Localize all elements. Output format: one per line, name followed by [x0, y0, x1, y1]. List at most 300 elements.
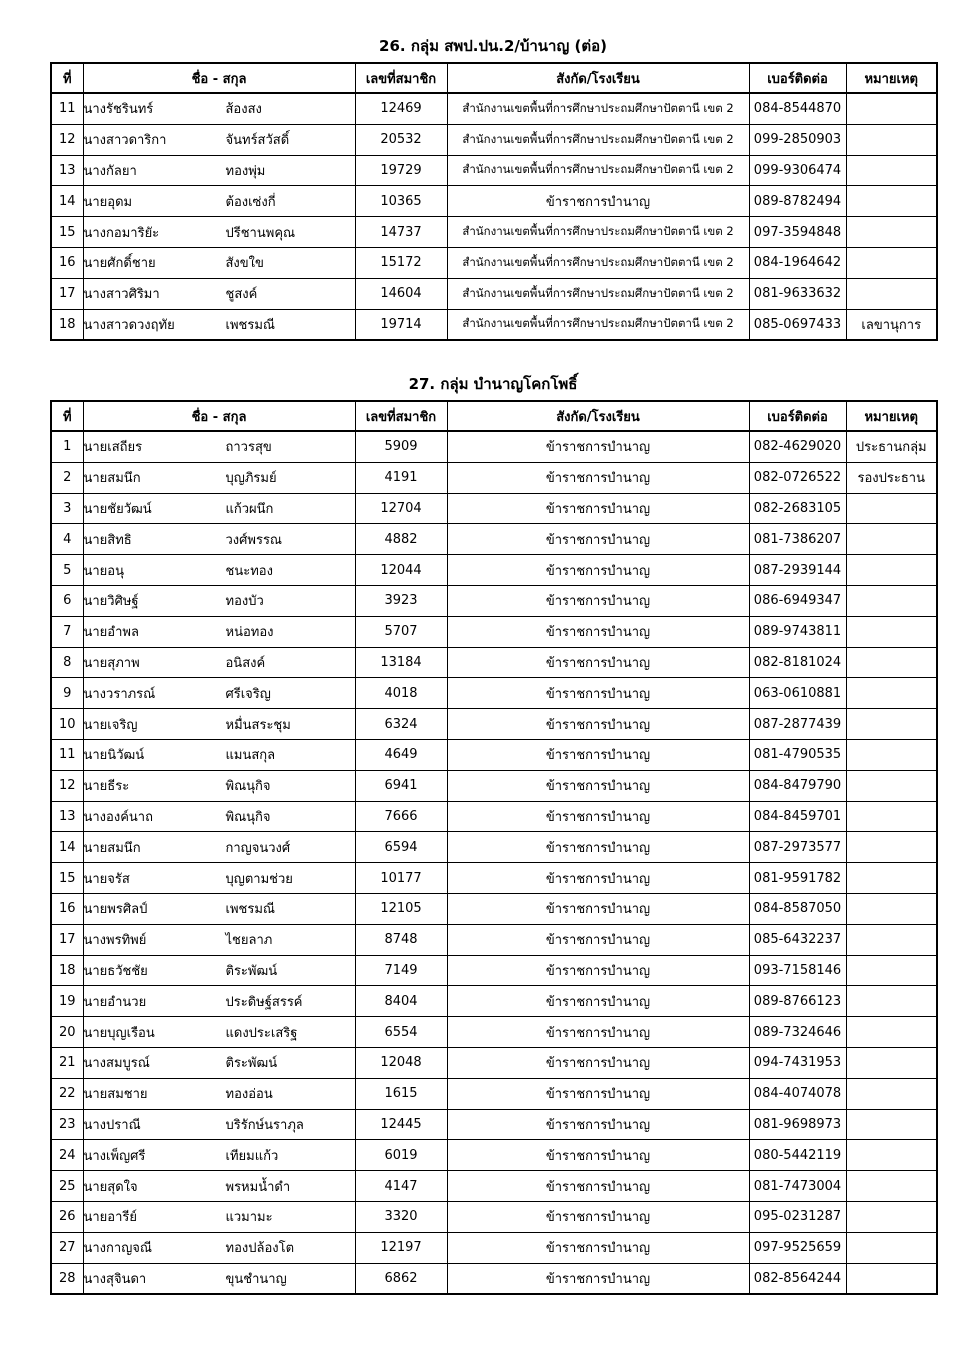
- header-name: ชื่อ - สกุล: [83, 401, 355, 431]
- first-name: นายธีระ: [83, 779, 130, 795]
- header-no: ที่: [51, 401, 83, 431]
- cell-note: [846, 678, 937, 709]
- cell-phone: 087-2939144: [749, 555, 846, 586]
- cell-member-number: 19714: [355, 309, 447, 340]
- section-26-title: 26. กลุ่ม สพป.ปน.2/บ้านาญ (ต่อ): [379, 37, 607, 55]
- last-name: ส้องสง: [225, 102, 262, 118]
- first-name: นางกอมาริยัะ: [83, 225, 160, 241]
- cell-name: [83, 431, 355, 462]
- table-row: [51, 832, 937, 863]
- table-row: [51, 1232, 937, 1263]
- last-name: หน่อทอง: [225, 625, 274, 641]
- last-name: หมื่นสระชุม: [225, 717, 291, 733]
- cell-affiliation: ข้าราชการบำนาญ: [447, 186, 749, 217]
- header-no: ที่: [51, 63, 83, 93]
- cell-note: [846, 1171, 937, 1202]
- cell-member-number: 14604: [355, 278, 447, 309]
- cell-phone: 080-5442119: [749, 1140, 846, 1171]
- first-name: นายสิทธิ: [83, 532, 132, 548]
- last-name: แวมามะ: [225, 1210, 273, 1226]
- last-name: ชูสงค์: [225, 287, 258, 303]
- cell-member-number: 12105: [355, 893, 447, 924]
- cell-phone: 082-2683105: [749, 493, 846, 524]
- cell-no: 5: [51, 555, 83, 586]
- cell-phone: 095-0231287: [749, 1201, 846, 1232]
- first-name: นายสมชาย: [83, 1087, 148, 1103]
- first-name: นายสมนึก: [83, 471, 141, 487]
- last-name: จันทร์สวัสดิ์: [225, 133, 290, 149]
- cell-affiliation: สำนักงานเขตพื้นที่การศึกษาประถมศึกษาปัตตานี เขต 2: [447, 93, 749, 124]
- cell-phone: 082-4629020: [749, 431, 846, 462]
- first-name: นายเสถียร: [83, 440, 143, 456]
- header-affiliation: สังกัด/โรงเรียน: [447, 63, 749, 93]
- table-row: [51, 924, 937, 955]
- cell-member-number: 4147: [355, 1171, 447, 1202]
- cell-note: [846, 555, 937, 586]
- last-name: ไชยลาภ: [225, 933, 273, 949]
- cell-note: [846, 1017, 937, 1048]
- cell-name: [83, 709, 355, 740]
- first-name: นายธวัชชัย: [83, 963, 148, 979]
- cell-no: 11: [51, 93, 83, 124]
- cell-name: [83, 155, 355, 186]
- cell-affiliation: ข้าราชการบำนาญ: [447, 555, 749, 586]
- cell-note: [846, 770, 937, 801]
- last-name: บุญตามช่วย: [225, 871, 293, 887]
- last-name: ทองอ่อน: [225, 1087, 273, 1103]
- cell-phone: 084-8587050: [749, 893, 846, 924]
- cell-phone: 081-7386207: [749, 524, 846, 555]
- cell-name: [83, 462, 355, 493]
- cell-name: [83, 647, 355, 678]
- cell-affiliation: ข้าราชการบำนาญ: [447, 986, 749, 1017]
- cell-affiliation: ข้าราชการบำนาญ: [447, 1078, 749, 1109]
- cell-phone: 082-8181024: [749, 647, 846, 678]
- cell-affiliation: ข้าราชการบำนาญ: [447, 585, 749, 616]
- last-name: พิณนุกิจ: [225, 809, 271, 825]
- cell-note: [846, 124, 937, 155]
- table-row: [51, 585, 937, 616]
- cell-no: 13: [51, 155, 83, 186]
- table-row: [51, 462, 937, 493]
- cell-note: [846, 278, 937, 309]
- cell-name: [83, 1232, 355, 1263]
- cell-name: [83, 1017, 355, 1048]
- cell-member-number: 8748: [355, 924, 447, 955]
- cell-no: 8: [51, 647, 83, 678]
- cell-affiliation: สำนักงานเขตพื้นที่การศึกษาประถมศึกษาปัตตานี เขต 2: [447, 309, 749, 340]
- table-row: [51, 524, 937, 555]
- first-name: นางองค์นาถ: [83, 809, 153, 825]
- first-name: นายจรัส: [83, 871, 130, 887]
- cell-phone: 097-3594848: [749, 217, 846, 248]
- cell-affiliation: ข้าราชการบำนาญ: [447, 1201, 749, 1232]
- header-affiliation: สังกัด/โรงเรียน: [447, 401, 749, 431]
- cell-name: [83, 1047, 355, 1078]
- cell-phone: 086-6949347: [749, 585, 846, 616]
- cell-name: [83, 1078, 355, 1109]
- table-row: [51, 309, 937, 340]
- header-name: ชื่อ - สกุล: [83, 63, 355, 93]
- last-name: สังขใข: [225, 256, 264, 272]
- cell-member-number: 1615: [355, 1078, 447, 1109]
- cell-phone: 094-7431953: [749, 1047, 846, 1078]
- cell-phone: 093-7158146: [749, 955, 846, 986]
- table-row: [51, 124, 937, 155]
- cell-note: [846, 955, 937, 986]
- cell-phone: 089-8782494: [749, 186, 846, 217]
- cell-note: [846, 616, 937, 647]
- cell-member-number: 3923: [355, 585, 447, 616]
- cell-affiliation: ข้าราชการบำนาญ: [447, 431, 749, 462]
- table-row: [51, 801, 937, 832]
- table-row: [51, 1109, 937, 1140]
- cell-member-number: 3320: [355, 1201, 447, 1232]
- cell-note: [846, 924, 937, 955]
- cell-member-number: 4882: [355, 524, 447, 555]
- table-row: [51, 247, 937, 278]
- last-name: เทียมแก้ว: [225, 1148, 279, 1164]
- cell-affiliation: ข้าราชการบำนาญ: [447, 739, 749, 770]
- cell-affiliation: ข้าราชการบำนาญ: [447, 832, 749, 863]
- cell-no: 16: [51, 893, 83, 924]
- table-row: [51, 863, 937, 894]
- cell-phone: 099-9306474: [749, 155, 846, 186]
- cell-no: 28: [51, 1263, 83, 1294]
- cell-name: [83, 217, 355, 248]
- cell-affiliation: ข้าราชการบำนาญ: [447, 1109, 749, 1140]
- cell-no: 17: [51, 924, 83, 955]
- last-name: บริรักษ์นราภุล: [225, 1117, 304, 1133]
- table-row: [51, 555, 937, 586]
- cell-note: [846, 1263, 937, 1294]
- cell-no: 12: [51, 770, 83, 801]
- last-name: อนิสงค์: [225, 655, 266, 671]
- cell-note: [846, 832, 937, 863]
- section-27-title: 27. กลุ่ม บำนาญโคกโพธิ์: [408, 375, 578, 393]
- first-name: นายสมนึก: [83, 840, 141, 856]
- cell-no: 7: [51, 616, 83, 647]
- cell-affiliation: สำนักงานเขตพื้นที่การศึกษาประถมศึกษาปัตตานี เขต 2: [447, 155, 749, 186]
- cell-member-number: 7149: [355, 955, 447, 986]
- cell-affiliation: ข้าราชการบำนาญ: [447, 1017, 749, 1048]
- cell-affiliation: ข้าราชการบำนาญ: [447, 863, 749, 894]
- cell-no: 19: [51, 986, 83, 1017]
- cell-name: [83, 524, 355, 555]
- last-name: ถาวรสุข: [225, 440, 272, 456]
- cell-affiliation: สำนักงานเขตพื้นที่การศึกษาประถมศึกษาปัตตานี เขต 2: [447, 247, 749, 278]
- cell-no: 15: [51, 217, 83, 248]
- cell-affiliation: ข้าราชการบำนาญ: [447, 678, 749, 709]
- cell-phone: 081-4790535: [749, 739, 846, 770]
- table-header-row: [51, 401, 937, 431]
- cell-affiliation: ข้าราชการบำนาญ: [447, 1047, 749, 1078]
- table-row: [51, 93, 937, 124]
- cell-member-number: 5707: [355, 616, 447, 647]
- first-name: นางสาวศิริมา: [83, 287, 160, 303]
- cell-note: [846, 1201, 937, 1232]
- cell-member-number: 12048: [355, 1047, 447, 1078]
- table-row: [51, 155, 937, 186]
- cell-note: [846, 647, 937, 678]
- first-name: นางสุจินดา: [83, 1271, 147, 1287]
- cell-affiliation: ข้าราชการบำนาญ: [447, 462, 749, 493]
- cell-phone: 089-7324646: [749, 1017, 846, 1048]
- last-name: ประดิษฐ์สรรค์: [225, 994, 303, 1010]
- first-name: นายนิวัฒน์: [83, 748, 145, 764]
- cell-note: รองประธาน: [846, 462, 937, 493]
- cell-name: [83, 893, 355, 924]
- cell-no: 27: [51, 1232, 83, 1263]
- first-name: นายอารีย์: [83, 1210, 138, 1226]
- last-name: บุญภิรมย์: [225, 471, 277, 487]
- cell-phone: 081-7473004: [749, 1171, 846, 1202]
- cell-phone: 089-8766123: [749, 986, 846, 1017]
- last-name: วงศ์พรรณ: [225, 532, 282, 548]
- cell-no: 12: [51, 124, 83, 155]
- table-row: [51, 493, 937, 524]
- cell-phone: 099-2850903: [749, 124, 846, 155]
- first-name: นางวราภรณ์: [83, 686, 156, 702]
- first-name: นางปราณี: [83, 1117, 141, 1133]
- last-name: ทองพุ่ม: [225, 163, 266, 179]
- cell-no: 11: [51, 739, 83, 770]
- cell-note: [846, 585, 937, 616]
- section-26-table: [50, 62, 938, 341]
- header-phone: เบอร์ติดต่อ: [749, 63, 846, 93]
- table-row: [51, 709, 937, 740]
- last-name: แก้วผนึก: [225, 501, 274, 517]
- cell-note: [846, 1109, 937, 1140]
- cell-no: 13: [51, 801, 83, 832]
- table-row: [51, 986, 937, 1017]
- last-name: ต้องเซ่งกี่: [225, 194, 276, 210]
- last-name: แมนสกุล: [225, 748, 276, 764]
- header-note: หมายเหตุ: [846, 63, 937, 93]
- cell-note: [846, 493, 937, 524]
- cell-phone: 084-1964642: [749, 247, 846, 278]
- first-name: นางพรทิพย์: [83, 933, 147, 949]
- cell-affiliation: สำนักงานเขตพื้นที่การศึกษาประถมศึกษาปัตตานี เขต 2: [447, 217, 749, 248]
- first-name: นายสุดใจ: [83, 1179, 138, 1195]
- cell-note: [846, 801, 937, 832]
- cell-no: 21: [51, 1047, 83, 1078]
- cell-affiliation: ข้าราชการบำนาญ: [447, 1232, 749, 1263]
- table-row: [51, 1017, 937, 1048]
- cell-name: [83, 124, 355, 155]
- table-row: [51, 186, 937, 217]
- cell-name: [83, 678, 355, 709]
- last-name: พรหมน้ำดำ: [225, 1179, 291, 1195]
- first-name: นางเพ็ญศรี: [83, 1148, 146, 1164]
- first-name: นางสมบูรณ์: [83, 1056, 150, 1072]
- table-row: [51, 1078, 937, 1109]
- cell-no: 20: [51, 1017, 83, 1048]
- cell-name: [83, 585, 355, 616]
- cell-phone: 097-9525659: [749, 1232, 846, 1263]
- last-name: ทองบัว: [225, 594, 264, 610]
- first-name: นายชัยวัฒน์: [83, 501, 152, 517]
- cell-no: 24: [51, 1140, 83, 1171]
- cell-no: 22: [51, 1078, 83, 1109]
- table-row: [51, 647, 937, 678]
- cell-member-number: 7666: [355, 801, 447, 832]
- cell-member-number: 4191: [355, 462, 447, 493]
- cell-note: [846, 217, 937, 248]
- cell-member-number: 20532: [355, 124, 447, 155]
- cell-name: [83, 493, 355, 524]
- cell-phone: 084-8459701: [749, 801, 846, 832]
- first-name: นางสาวดาริกา: [83, 133, 167, 149]
- cell-member-number: 12704: [355, 493, 447, 524]
- cell-phone: 084-4074078: [749, 1078, 846, 1109]
- cell-member-number: 8404: [355, 986, 447, 1017]
- first-name: นายอำนวย: [83, 994, 147, 1010]
- cell-note: [846, 1047, 937, 1078]
- cell-affiliation: ข้าราชการบำนาญ: [447, 1140, 749, 1171]
- cell-name: [83, 247, 355, 278]
- cell-affiliation: ข้าราชการบำนาญ: [447, 924, 749, 955]
- last-name: แดงประเสริฐ: [225, 1025, 298, 1041]
- cell-member-number: 4649: [355, 739, 447, 770]
- section-26-body: [51, 93, 937, 340]
- cell-note: [846, 739, 937, 770]
- cell-name: [83, 1171, 355, 1202]
- last-name: ขุนชำนาญ: [225, 1271, 287, 1287]
- last-name: เพชรมณี: [225, 902, 275, 918]
- cell-note: [846, 186, 937, 217]
- cell-phone: 087-2877439: [749, 709, 846, 740]
- cell-member-number: 4018: [355, 678, 447, 709]
- cell-note: [846, 893, 937, 924]
- cell-name: [83, 1140, 355, 1171]
- cell-name: [83, 986, 355, 1017]
- last-name: ติระพัฒน์: [225, 963, 278, 979]
- cell-member-number: 6554: [355, 1017, 447, 1048]
- cell-phone: 085-0697433: [749, 309, 846, 340]
- cell-phone: 082-0726522: [749, 462, 846, 493]
- cell-name: [83, 555, 355, 586]
- cell-no: 3: [51, 493, 83, 524]
- cell-affiliation: ข้าราชการบำนาญ: [447, 770, 749, 801]
- cell-no: 1: [51, 431, 83, 462]
- cell-phone: 085-6432237: [749, 924, 846, 955]
- table-row: [51, 955, 937, 986]
- cell-no: 10: [51, 709, 83, 740]
- cell-name: [83, 801, 355, 832]
- last-name: ทองปล้องโต: [225, 1241, 295, 1257]
- cell-note: [846, 863, 937, 894]
- cell-name: [83, 770, 355, 801]
- cell-member-number: 12044: [355, 555, 447, 586]
- cell-note: [846, 247, 937, 278]
- last-name: พิณนุกิจ: [225, 779, 271, 795]
- cell-note: [846, 1078, 937, 1109]
- cell-affiliation: ข้าราชการบำนาญ: [447, 493, 749, 524]
- cell-phone: 084-8479790: [749, 770, 846, 801]
- cell-phone: 087-2973577: [749, 832, 846, 863]
- cell-note: ประธานกลุ่ม: [846, 431, 937, 462]
- last-name: ศรีเจริญ: [225, 686, 271, 702]
- table-header-row: [51, 63, 937, 93]
- header-phone: เบอร์ติดต่อ: [749, 401, 846, 431]
- cell-affiliation: ข้าราชการบำนาญ: [447, 1263, 749, 1294]
- section-27-table: [50, 400, 938, 1295]
- cell-no: 23: [51, 1109, 83, 1140]
- cell-member-number: 19729: [355, 155, 447, 186]
- cell-no: 6: [51, 585, 83, 616]
- cell-note: [846, 1140, 937, 1171]
- cell-no: 17: [51, 278, 83, 309]
- cell-member-number: 12445: [355, 1109, 447, 1140]
- cell-member-number: 10177: [355, 863, 447, 894]
- first-name: นายอำพล: [83, 625, 139, 641]
- cell-member-number: 12197: [355, 1232, 447, 1263]
- cell-no: 9: [51, 678, 83, 709]
- cell-name: [83, 278, 355, 309]
- cell-name: [83, 924, 355, 955]
- cell-note: [846, 524, 937, 555]
- cell-phone: 084-8544870: [749, 93, 846, 124]
- cell-affiliation: สำนักงานเขตพื้นที่การศึกษาประถมศึกษาปัตตานี เขต 2: [447, 278, 749, 309]
- cell-no: 14: [51, 832, 83, 863]
- table-row: [51, 217, 937, 248]
- cell-phone: 081-9633632: [749, 278, 846, 309]
- table-row: [51, 678, 937, 709]
- cell-phone: 081-9698973: [749, 1109, 846, 1140]
- first-name: นายศักดิ์ชาย: [83, 256, 156, 272]
- cell-member-number: 6019: [355, 1140, 447, 1171]
- cell-no: 26: [51, 1201, 83, 1232]
- table-row: [51, 1047, 937, 1078]
- table-row: [51, 1263, 937, 1294]
- cell-name: [83, 616, 355, 647]
- cell-note: [846, 986, 937, 1017]
- cell-affiliation: ข้าราชการบำนาญ: [447, 955, 749, 986]
- cell-name: [83, 863, 355, 894]
- cell-phone: 082-8564244: [749, 1263, 846, 1294]
- section-27-body: [51, 431, 937, 1294]
- first-name: นางสาวดวงฤทัย: [83, 317, 175, 333]
- cell-no: 4: [51, 524, 83, 555]
- header-note: หมายเหตุ: [846, 401, 937, 431]
- table-row: [51, 770, 937, 801]
- first-name: นายสุภาพ: [83, 655, 140, 671]
- cell-affiliation: ข้าราชการบำนาญ: [447, 893, 749, 924]
- cell-affiliation: ข้าราชการบำนาญ: [447, 524, 749, 555]
- last-name: ติระพัฒน์: [225, 1056, 278, 1072]
- cell-member-number: 15172: [355, 247, 447, 278]
- table-row: [51, 1201, 937, 1232]
- cell-member-number: 6941: [355, 770, 447, 801]
- cell-phone: 081-9591782: [749, 863, 846, 894]
- cell-name: [83, 1109, 355, 1140]
- cell-affiliation: ข้าราชการบำนาญ: [447, 801, 749, 832]
- cell-name: [83, 186, 355, 217]
- last-name: ชนะทอง: [225, 563, 273, 579]
- table-row: [51, 893, 937, 924]
- table-row: [51, 739, 937, 770]
- table-row: [51, 431, 937, 462]
- cell-member-number: 6324: [355, 709, 447, 740]
- cell-note: [846, 155, 937, 186]
- first-name: นายอนุ: [83, 563, 124, 579]
- last-name: ปรีชานพคุณ: [225, 225, 296, 241]
- cell-name: [83, 1201, 355, 1232]
- cell-no: 25: [51, 1171, 83, 1202]
- first-name: นายวิศิษฐ์: [83, 594, 139, 610]
- cell-no: 18: [51, 955, 83, 986]
